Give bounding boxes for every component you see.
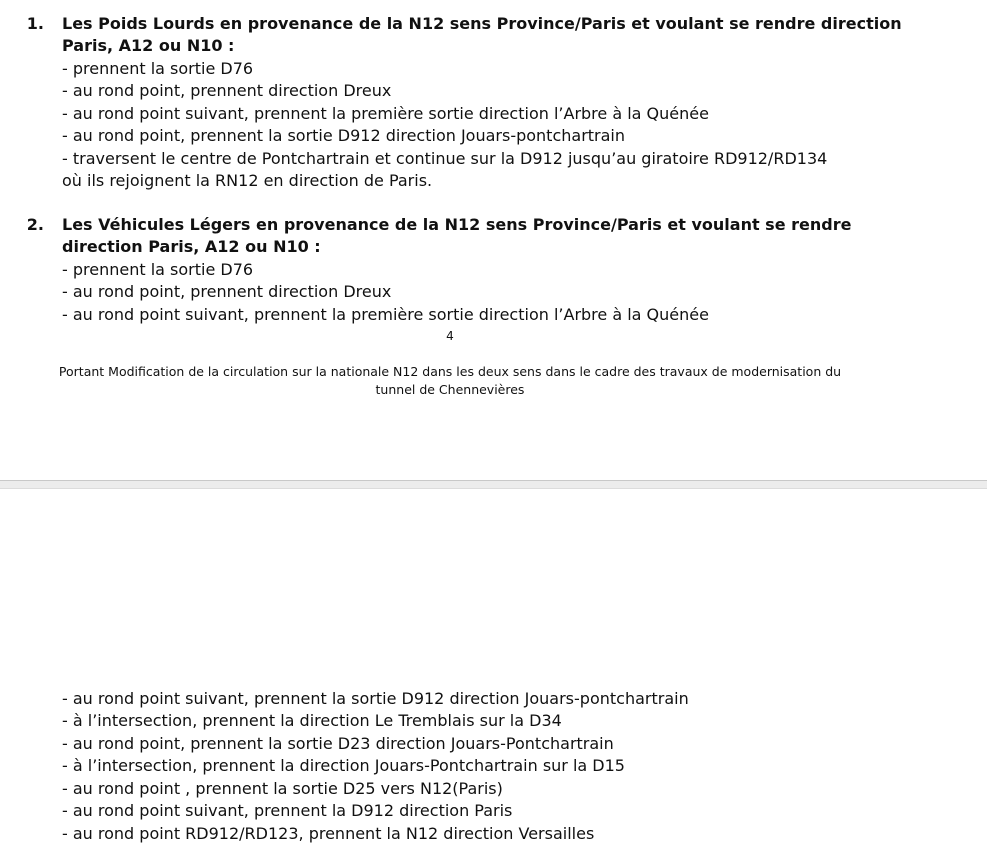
- section-1-line: - au rond point, prennent direction Dreux: [62, 81, 392, 100]
- continuation-line: - au rond point , prennent la sortie D25 vers N12(Paris): [62, 779, 503, 798]
- section-1-line: - au rond point, prennent la sortie D912 direction Jouars-pontchartrain: [62, 126, 626, 145]
- footer-line-2: tunnel de Chennevières: [375, 382, 525, 397]
- section-1-heading-line-2: Paris, A12 ou N10 :: [62, 36, 235, 55]
- section-1-line: où ils rejoignent la RN12 en direction de Paris.: [62, 171, 433, 190]
- continuation-line: - au rond point suivant, prennent la sortie D912 direction Jouars-pontchartrain: [62, 689, 689, 708]
- page-separator: [0, 480, 987, 489]
- continuation-line: - à l’intersection, prennent la direction Jouars-Pontchartrain sur la D15: [62, 756, 625, 775]
- section-2-heading-line-2: direction Paris, A12 ou N10 :: [62, 237, 321, 256]
- section-2-heading-line-1: Les Véhicules Légers en provenance de la N12 sens Province/Paris et voulant se rendre: [62, 215, 852, 234]
- footer-line-1: Portant Modification de la circulation sur la nationale N12 dans les deux sens dans le cadre des travaux de modernisation du: [58, 364, 842, 379]
- section-2-line: - prennent la sortie D76: [62, 260, 254, 279]
- continuation-line: - à l’intersection, prennent la direction Le Tremblais sur la D34: [62, 711, 562, 730]
- page-number: 4: [446, 329, 454, 343]
- continuation-line: - au rond point suivant, prennent la D912 direction Paris: [62, 801, 513, 820]
- section-1-line: - prennent la sortie D76: [62, 59, 254, 78]
- continuation-line: - au rond point RD912/RD123, prennent la N12 direction Versailles: [62, 824, 595, 843]
- section-2-number: 2.: [26, 215, 44, 234]
- section-1-line: - traversent le centre de Pontchartrain et continue sur la D912 jusqu’au giratoire RD912/RD134: [62, 149, 828, 168]
- continuation-line: - au rond point, prennent la sortie D23 direction Jouars-Pontchartrain: [62, 734, 614, 753]
- section-1-line: - au rond point suivant, prennent la première sortie direction l’Arbre à la Quénée: [62, 104, 709, 123]
- section-1-heading-line-1: Les Poids Lourds en provenance de la N12 sens Province/Paris et voulant se rendre direction: [62, 14, 902, 33]
- section-1-number: 1.: [26, 14, 44, 33]
- section-2-line: - au rond point suivant, prennent la première sortie direction l’Arbre à la Quénée: [62, 305, 709, 324]
- section-2-line: - au rond point, prennent direction Dreux: [62, 282, 392, 301]
